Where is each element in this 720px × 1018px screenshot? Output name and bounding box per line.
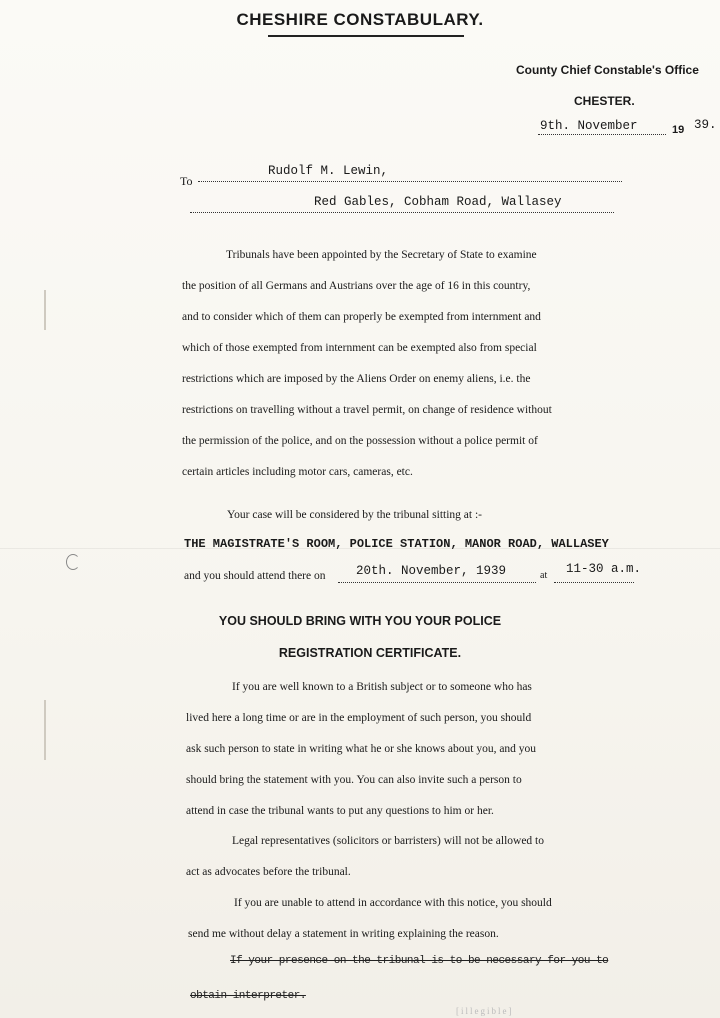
attend-at: at bbox=[540, 570, 548, 581]
text-line: restrictions on travelling without a travel permit, on change of residence without bbox=[182, 404, 552, 416]
bring-heading-line2: REGISTRATION CERTIFICATE. bbox=[278, 646, 462, 660]
date-century: 19 bbox=[672, 124, 685, 136]
text-line: If you are unable to attend in accordance with this notice, you should bbox=[234, 897, 552, 909]
date-dotted-line bbox=[538, 134, 666, 135]
to-label: To bbox=[180, 174, 193, 188]
city-name: CHESTER. bbox=[574, 94, 635, 108]
document-title: CHESHIRE CONSTABULARY. bbox=[236, 10, 484, 29]
margin-mark bbox=[44, 700, 46, 760]
paragraph-tribunals bbox=[182, 240, 642, 488]
text-line: If you are well known to a British subject or to someone who has bbox=[232, 681, 532, 693]
margin-mark bbox=[44, 290, 46, 330]
text-line: attend in case the tribunal wants to put any questions to him or her. bbox=[186, 805, 494, 817]
text-line: the permission of the police, and on the possession without a police permit of bbox=[182, 435, 538, 447]
date-year: 39. bbox=[694, 118, 717, 132]
text-line: restrictions which are imposed by the Aliens Order on enemy aliens, i.e. the bbox=[182, 373, 531, 385]
attend-time-dotted-line bbox=[554, 582, 634, 583]
attend-date: 20th. November, 1939 bbox=[356, 564, 507, 578]
venue: THE MAGISTRATE'S ROOM, POLICE STATION, MANOR ROAD, WALLASEY bbox=[184, 537, 609, 551]
text-line: act as advocates before the tribunal. bbox=[186, 866, 351, 878]
title-underline bbox=[268, 35, 464, 37]
paragraph-unable bbox=[188, 888, 628, 950]
text-line: which of those exempted from internment can be exempted also from special bbox=[182, 342, 537, 354]
attend-time: 11-30 a.m. bbox=[566, 562, 642, 576]
tribunal-sitting-text: Your case will be considered by the tribunal sitting at :- bbox=[227, 509, 482, 521]
text-line: lived here a long time or are in the employment of such person, you should bbox=[186, 712, 532, 724]
struck-line-1: If your presence on the tribunal is to be necessary for you to bbox=[230, 955, 609, 967]
attend-date-dotted-line bbox=[338, 582, 536, 583]
addressee-address: Red Gables, Cobham Road, Wallasey bbox=[314, 195, 562, 209]
bring-heading-line1: YOU SHOULD BRING WITH YOU YOUR POLICE bbox=[218, 614, 502, 628]
name-dotted-line bbox=[198, 181, 622, 182]
punch-hole bbox=[66, 554, 80, 570]
text-line: and to consider which of them can properly be exempted from internment and bbox=[182, 311, 541, 323]
attend-prefix: and you should attend there on bbox=[184, 570, 326, 582]
struck-line-2: obtain interpreter. bbox=[190, 990, 306, 1002]
text-line: Legal representatives (solicitors or barristers) will not be allowed to bbox=[232, 835, 544, 847]
paragraph-known bbox=[186, 672, 626, 827]
faint-stamp: [illegible] bbox=[456, 1006, 514, 1016]
text-line: ask such person to state in writing what he or she knows about you, and you bbox=[186, 743, 537, 755]
text-line: Tribunals have been appointed by the Secretary of State to examine bbox=[226, 249, 537, 261]
office-name: County Chief Constable's Office bbox=[516, 63, 699, 77]
text-line: should bring the statement with you. You can also invite such a person to bbox=[186, 774, 522, 786]
date-day-month: 9th. November bbox=[540, 119, 638, 133]
paragraph-legal bbox=[186, 826, 626, 888]
text-line: certain articles including motor cars, cameras, etc. bbox=[182, 466, 413, 478]
address-dotted-line bbox=[190, 212, 614, 213]
addressee-name: Rudolf M. Lewin, bbox=[268, 164, 389, 178]
text-line: the position of all Germans and Austrians over the age of 16 in this country, bbox=[182, 280, 531, 292]
text-line: send me without delay a statement in writing explaining the reason. bbox=[188, 928, 499, 940]
